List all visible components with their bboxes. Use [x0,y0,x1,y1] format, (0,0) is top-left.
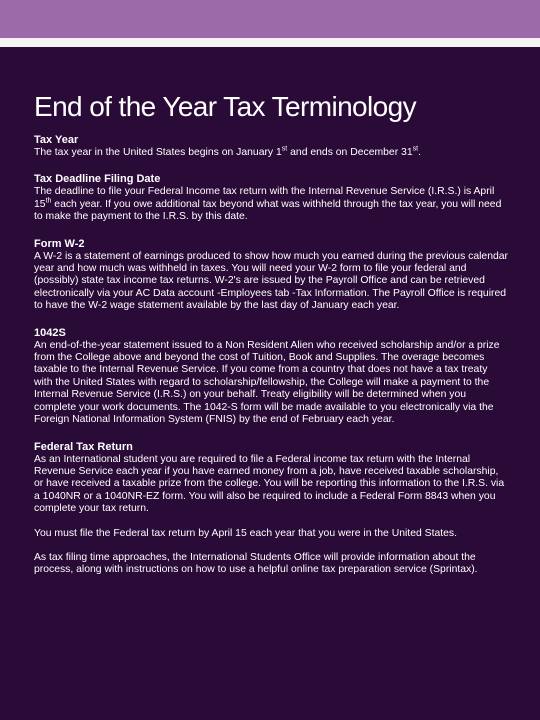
section-paragraph [34,147,508,159]
section-paragraph: An end-of-the-year statement issued to a Non Resident Alien who received scholarship and/or a prize from the College above and beyond the cost of Tuition, Book and Supplies. The overage becomes taxable to the Internal Revenue Service. If you come from a country that does not have a tax treaty with the United States with regard to scholarship/fellowship, the College will make a payment to the Internal Revenue Service (I.R.S.) on your behalf. Treaty eligibility will be determined when you complete your work documents. The 1042-S form will be made available to you electronically via the Foreign National Information System (FNIS) by the end of February each year. [34,339,500,426]
section-heading: Federal Tax Return [34,440,133,453]
section-federal-tax-return [34,441,508,577]
paragraph-text: each year. If you owe additional tax beyond what was withheld through the tax year, you will need to make the payment to the I.R.S. by this date. [34,198,502,223]
section-heading: 1042S [34,326,66,339]
paragraph-text: The tax year in the United States begins on January 1 [34,147,282,158]
paragraph-text: The deadline to file your Federal Income tax return with the Internal Revenue Service (I.R.S.) is April 15 [34,186,495,210]
paragraph-text: and ends on December 31 [287,147,413,158]
section-heading: Form W-2 [34,237,85,250]
slide-content [34,90,508,591]
page-title: End of the Year Tax Terminology [34,91,416,122]
section-heading: Tax Deadline Filing Date [34,173,161,186]
section-paragraph: A W-2 is a statement of earnings produced to show how much you earned during the previous calendar year and how much was withheld in taxes. You will need your W-2 form to file your federal and (possibly) state tax income tax returns. W-2's are issued by the Payroll Office and can be retrieved electronically via your AC Data account -Employees tab -Tax Information. The Payroll Office is required to have the W-2 wage statement available by the last day of January each year. [34,250,509,312]
ordinal-suffix: st [281,145,288,153]
section-1042s [34,327,508,427]
header-stripe [0,38,540,47]
ordinal-suffix: th [45,197,52,205]
section-paragraph: As an International student you are required to file a Federal income tax return with the Internal Revenue Service each year if you have earned money from a job, have received taxable scholarship, or have received a taxable prize from the college. You will be reporting this information to the I.R.S. via a 1040NR or a 1040NR-EZ form. You will also be required to include a Federal Form 8843 when you complete your tax return. [34,453,505,515]
section-form-w2 [34,238,508,313]
ordinal-suffix: st [412,145,419,153]
section-heading: Tax Year [34,134,79,146]
section-paragraph: You must file the Federal tax return by April 15 each year that you were in the United States. [34,527,457,539]
section-tax-deadline [34,173,508,223]
header-band [0,0,540,38]
paragraph-text: . [418,147,421,158]
section-paragraph [34,186,508,223]
section-paragraph: As tax filing time approaches, the International Students Office will provide information about the process, along with instructions on how to use a helpful online tax preparation service (Sprintax). [34,551,478,576]
section-tax-year [34,134,508,159]
